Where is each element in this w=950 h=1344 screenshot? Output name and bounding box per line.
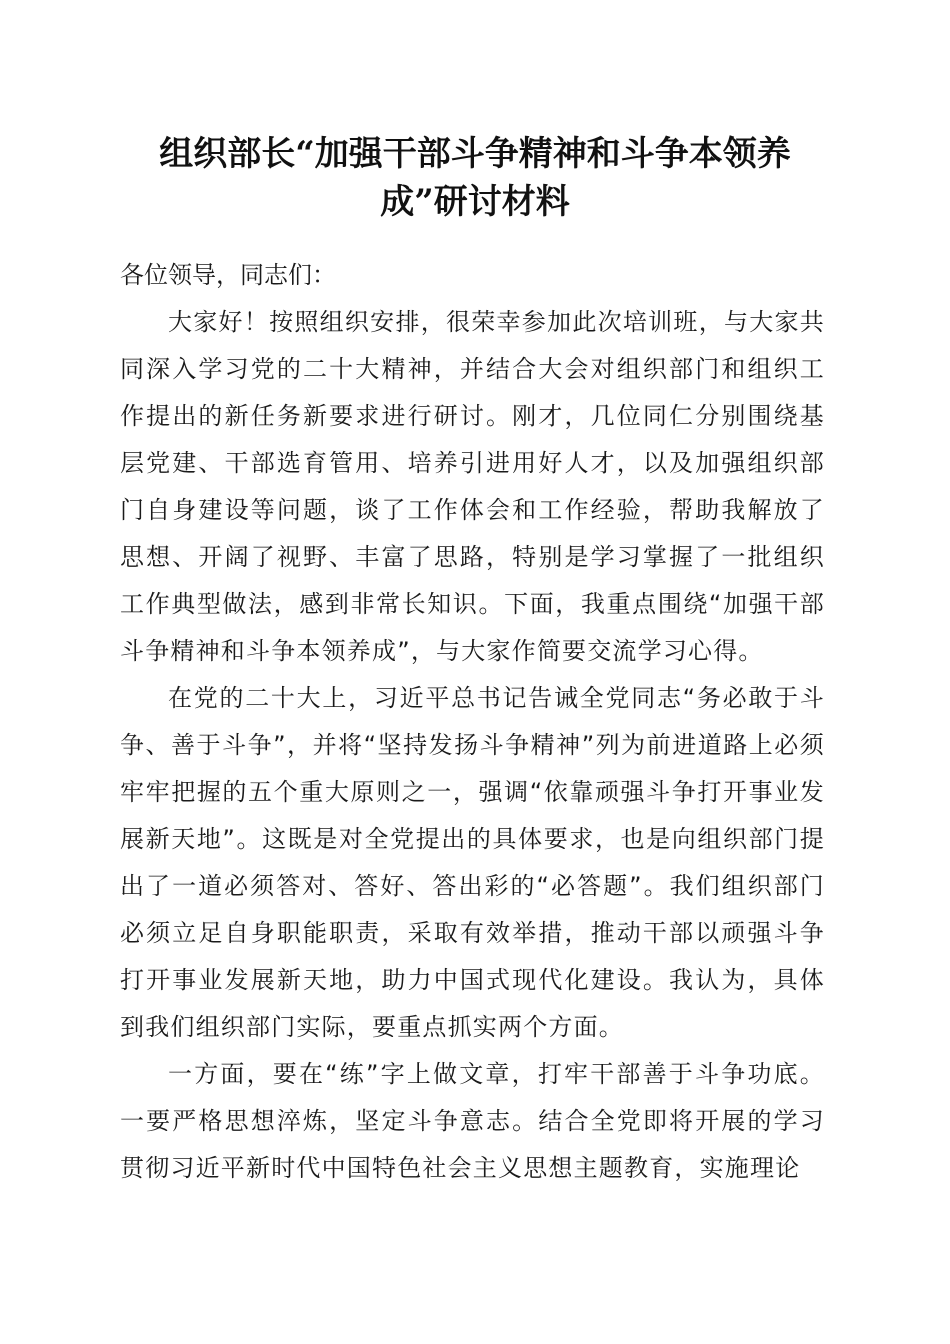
paragraph-first-aspect: 一方面，要在“练”字上做文章，打牢干部善于斗争功底。一要严格思想淬炼，坚定斗争意志。结合全党即将开展的学习贯彻习近平新时代中国特色社会主义思想主题教育，实施理论 bbox=[120, 1060, 825, 1182]
document-title bbox=[120, 130, 830, 226]
paragraph-struggle-spirit: 在党的二十大上，习近平总书记告诫全党同志“务必敢于斗争、善于斗争”，并将“坚持发扬斗争精神”列为前进道路上必须牢牢把握的五个重大原则之一，强调“依靠顽强斗争打开事业发展新天地”。这既是对全党提出的具体要求，也是向组织部门提出了一道必须答对、答好、答出彩的“必答题”。我们组织部门必须立足自身职能职责，采取有效举措，推动干部以顽强斗争打开事业发展新天地，助力中国式现代化建设。我认为，具体到我们组织部门实际，要重点抓实两个方面。 bbox=[120, 684, 825, 1041]
document-body bbox=[120, 252, 825, 1192]
document-title-line-2: 成”研讨材料 bbox=[380, 182, 570, 222]
salutation: 各位领导，同志们： bbox=[120, 261, 336, 289]
paragraph-opening: 大家好！按照组织安排，很荣幸参加此次培训班，与大家共同深入学习党的二十大精神，并结合大会对组织部门和组织工作提出的新任务新要求进行研讨。刚才，几位同仁分别围绕基层党建、干部选育管用、培养引进用好人才，以及加强组织部门自身建设等问题，谈了工作体会和工作经验，帮助我解放了思想、开阔了视野、丰富了思路，特别是学习掌握了一批组织工作典型做法，感到非常长知识。下面，我重点围绕“加强干部斗争精神和斗争本领养成”，与大家作简要交流学习心得。 bbox=[120, 308, 825, 665]
document-title-line-1: 组织部长“加强干部斗争精神和斗争本领养 bbox=[159, 134, 791, 174]
